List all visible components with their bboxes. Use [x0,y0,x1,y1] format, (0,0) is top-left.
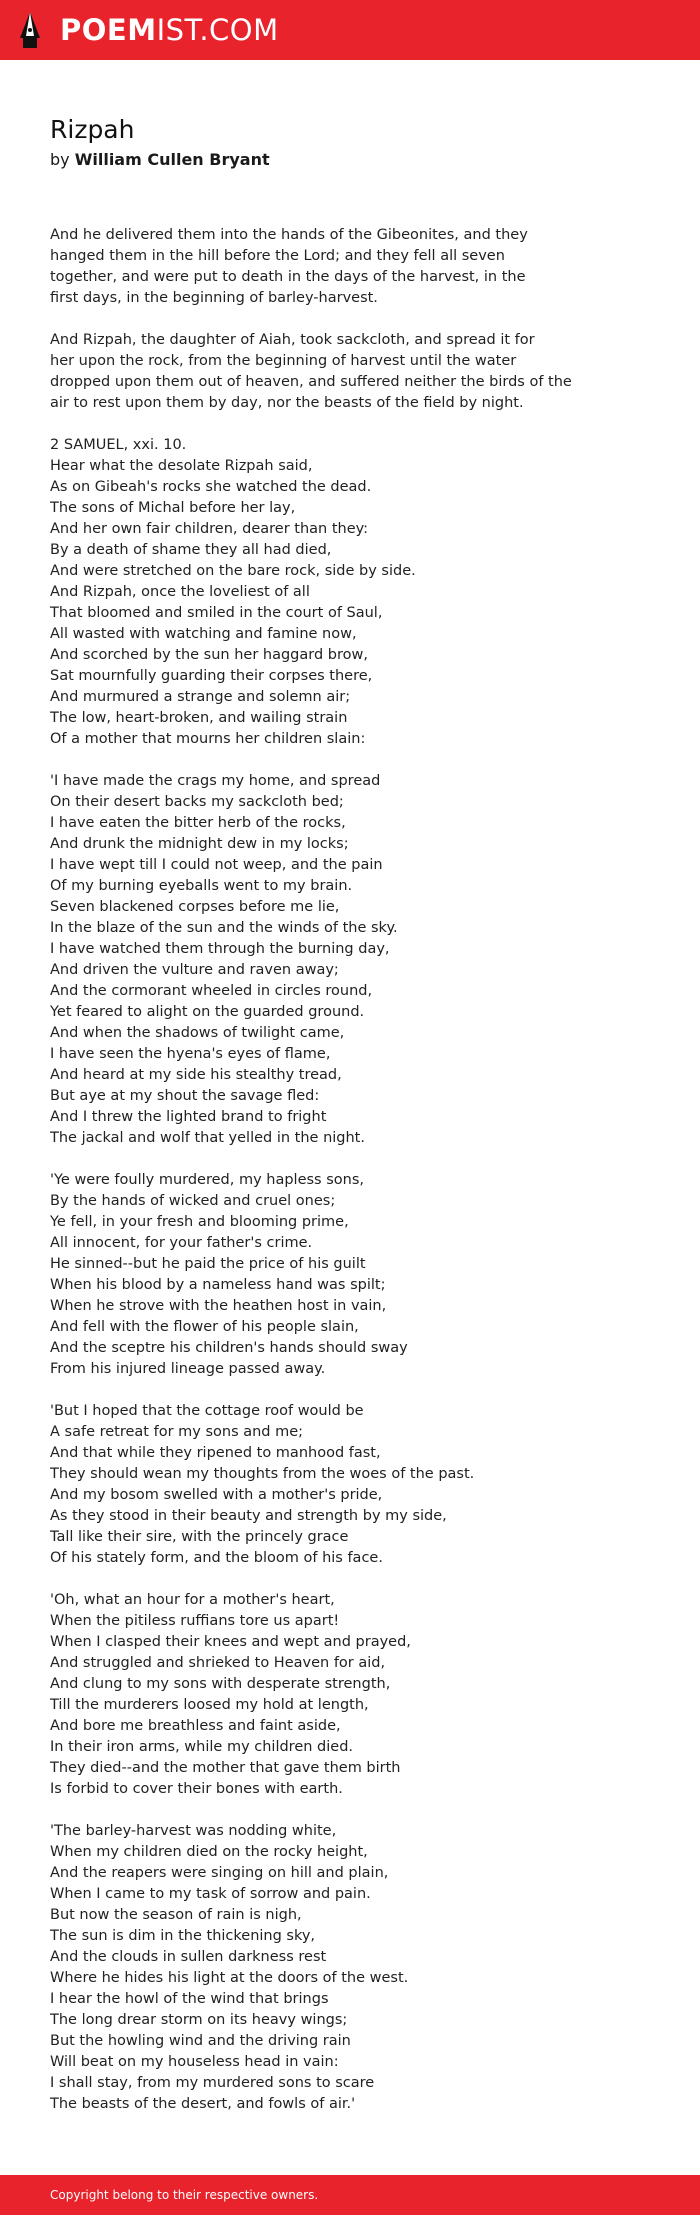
poem-line: And the sceptre his children's hands should sway [50,1340,408,1356]
poem-line: Tall like their sire, with the princely grace [50,1529,349,1545]
poem-line: And Rizpah, once the loveliest of all [50,584,310,600]
poem-line: And murmured a strange and solemn air; [50,689,351,705]
poem-line: together, and were put to death in the days of the harvest, in the [50,269,526,285]
author-name[interactable]: William Cullen Bryant [74,150,270,169]
site-logo[interactable] [60,12,279,47]
poem-line: I hear the howl of the wind that brings [50,1991,329,2007]
poem-line: And I threw the lighted brand to fright [50,1109,327,1125]
poem-line: And clung to my sons with desperate strength, [50,1676,391,1692]
poem-line: He sinned--but he paid the price of his guilt [50,1256,366,1272]
logo-light-text: IST.COM [156,12,279,47]
copyright-text: Copyright belong to their respective owners. [50,2188,319,2202]
poem-line: hanged them in the hill before the Lord; and they fell all seven [50,248,505,264]
poem-line: All wasted with watching and famine now, [50,626,357,642]
poem-line: The jackal and wolf that yelled in the night. [50,1130,365,1146]
poem-stanza [50,1170,650,1380]
poem-line: 2 SAMUEL, xxi. 10. [50,437,187,453]
poem-line: dropped upon them out of heaven, and suffered neither the birds of the [50,374,572,390]
poem-line: And her own fair children, dearer than they: [50,521,369,537]
poem-line: As they stood in their beauty and strength by my side, [50,1508,447,1524]
poem-line: I have eaten the bitter herb of the rocks, [50,815,346,831]
poem-line: A safe retreat for my sons and me; [50,1424,304,1440]
poem-stanza [50,1401,650,1569]
poem-line: And that while they ripened to manhood fast, [50,1445,381,1461]
poem-line: And my bosom swelled with a mother's pride, [50,1487,383,1503]
poem-line: Hear what the desolate Rizpah said, [50,458,313,474]
poem-line: 'The barley-harvest was nodding white, [50,1823,337,1839]
poem-line: And driven the vulture and raven away; [50,962,339,978]
poem-line: When he strove with the heathen host in vain, [50,1298,387,1314]
poem-line: When my children died on the rocky height, [50,1844,368,1860]
poem-line: I have watched them through the burning day, [50,941,390,957]
poem-title: Rizpah [50,115,135,144]
poem-line: 'Ye were foully murdered, my hapless sons, [50,1172,364,1188]
site-footer [0,2175,700,2215]
poem-line: They died--and the mother that gave them birth [50,1760,401,1776]
poem-line: And when the shadows of twilight came, [50,1025,345,1041]
poem-container [50,112,650,2136]
poem-line: Is forbid to cover their bones with earth. [50,1781,343,1797]
poem-stanza [50,771,650,1149]
poem-line: On their desert backs my sackcloth bed; [50,794,344,810]
poem-line: The sons of Michal before her lay, [50,500,296,516]
poem-stanza [50,435,650,750]
poem-line: The sun is dim in the thickening sky, [50,1928,316,1944]
poem-line: Sat mournfully guarding their corpses there, [50,668,373,684]
poem-line: And the cormorant wheeled in circles round, [50,983,373,999]
poem-line: I shall stay, from my murdered sons to scare [50,2075,375,2091]
poem-line: The low, heart-broken, and wailing strain [50,710,348,726]
poem-stanza [50,1590,650,1800]
poem-stanza [50,1821,650,2115]
poem-line: I have seen the hyena's eyes of flame, [50,1046,331,1062]
poem-line: All innocent, for your father's crime. [50,1235,313,1251]
pen-nib-icon[interactable] [17,10,43,50]
poem-line: And fell with the flower of his people slain, [50,1319,359,1335]
poem-line: first days, in the beginning of barley-harvest. [50,290,378,306]
poem-line: 'But I hoped that the cottage roof would be [50,1403,364,1419]
poem-line: Will beat on my houseless head in vain: [50,2054,339,2070]
poem-line: 'I have made the crags my home, and spread [50,773,381,789]
poem-line: By the hands of wicked and cruel ones; [50,1193,336,1209]
poem-line: In the blaze of the sun and the winds of the sky. [50,920,398,936]
poem-line: But the howling wind and the driving rain [50,2033,351,2049]
poem-line: And heard at my side his stealthy tread, [50,1067,342,1083]
poem-line: And he delivered them into the hands of the Gibeonites, and they [50,227,528,243]
poem-line: Ye fell, in your fresh and blooming prime, [50,1214,349,1230]
poem-line: When I clasped their knees and wept and prayed, [50,1634,411,1650]
poem-line: And were stretched on the bare rock, side by side. [50,563,416,579]
poem-line: her upon the rock, from the beginning of harvest until the water [50,353,517,369]
poem-stanza [50,225,650,309]
poem-line: When the pitiless ruffians tore us apart! [50,1613,340,1629]
poem-line: Till the murderers loosed my hold at length, [50,1697,369,1713]
poem-line: The beasts of the desert, and fowls of air.' [50,2096,356,2112]
poem-line: As on Gibeah's rocks she watched the dead. [50,479,372,495]
poem-line: And Rizpah, the daughter of Aiah, took sackcloth, and spread it for [50,332,535,348]
logo-bold-text: POEM [60,12,157,47]
poem-line: Where he hides his light at the doors of the west. [50,1970,409,1986]
poem-stanza [50,330,650,414]
poem-line: But now the season of rain is nigh, [50,1907,302,1923]
poem-line: When I came to my task of sorrow and pain. [50,1886,371,1902]
poem-line: Seven blackened corpses before me lie, [50,899,340,915]
poem-line: They should wean my thoughts from the woes of the past. [50,1466,475,1482]
poem-line: That bloomed and smiled in the court of Saul, [50,605,383,621]
site-header [0,0,700,60]
poem-line: Yet feared to alight on the guarded ground. [50,1004,365,1020]
by-prefix: by [50,150,70,169]
poem-line: By a death of shame they all had died, [50,542,332,558]
poem-line: In their iron arms, while my children died. [50,1739,354,1755]
poem-line: Of his stately form, and the bloom of his face. [50,1550,383,1566]
poem-line: And the clouds in sullen darkness rest [50,1949,327,1965]
poem-line: 'Oh, what an hour for a mother's heart, [50,1592,335,1608]
poem-line: And scorched by the sun her haggard brow, [50,647,368,663]
poem-line: And struggled and shrieked to Heaven for aid, [50,1655,386,1671]
byline [50,148,650,172]
poem-line: I have wept till I could not weep, and the pain [50,857,383,873]
poem-line: Of a mother that mourns her children slain: [50,731,366,747]
poem-line: Of my burning eyeballs went to my brain. [50,878,353,894]
poem-line: And bore me breathless and faint aside, [50,1718,341,1734]
poem-line: When his blood by a nameless hand was spilt; [50,1277,386,1293]
poem-line: But aye at my shout the savage fled: [50,1088,320,1104]
poem-line: air to rest upon them by day, nor the beasts of the field by night. [50,395,524,411]
poem-line: And the reapers were singing on hill and plain, [50,1865,389,1881]
poem-body [50,225,650,2115]
poem-line: The long drear storm on its heavy wings; [50,2012,348,2028]
poem-line: From his injured lineage passed away. [50,1361,326,1377]
poem-line: And drunk the midnight dew in my locks; [50,836,349,852]
